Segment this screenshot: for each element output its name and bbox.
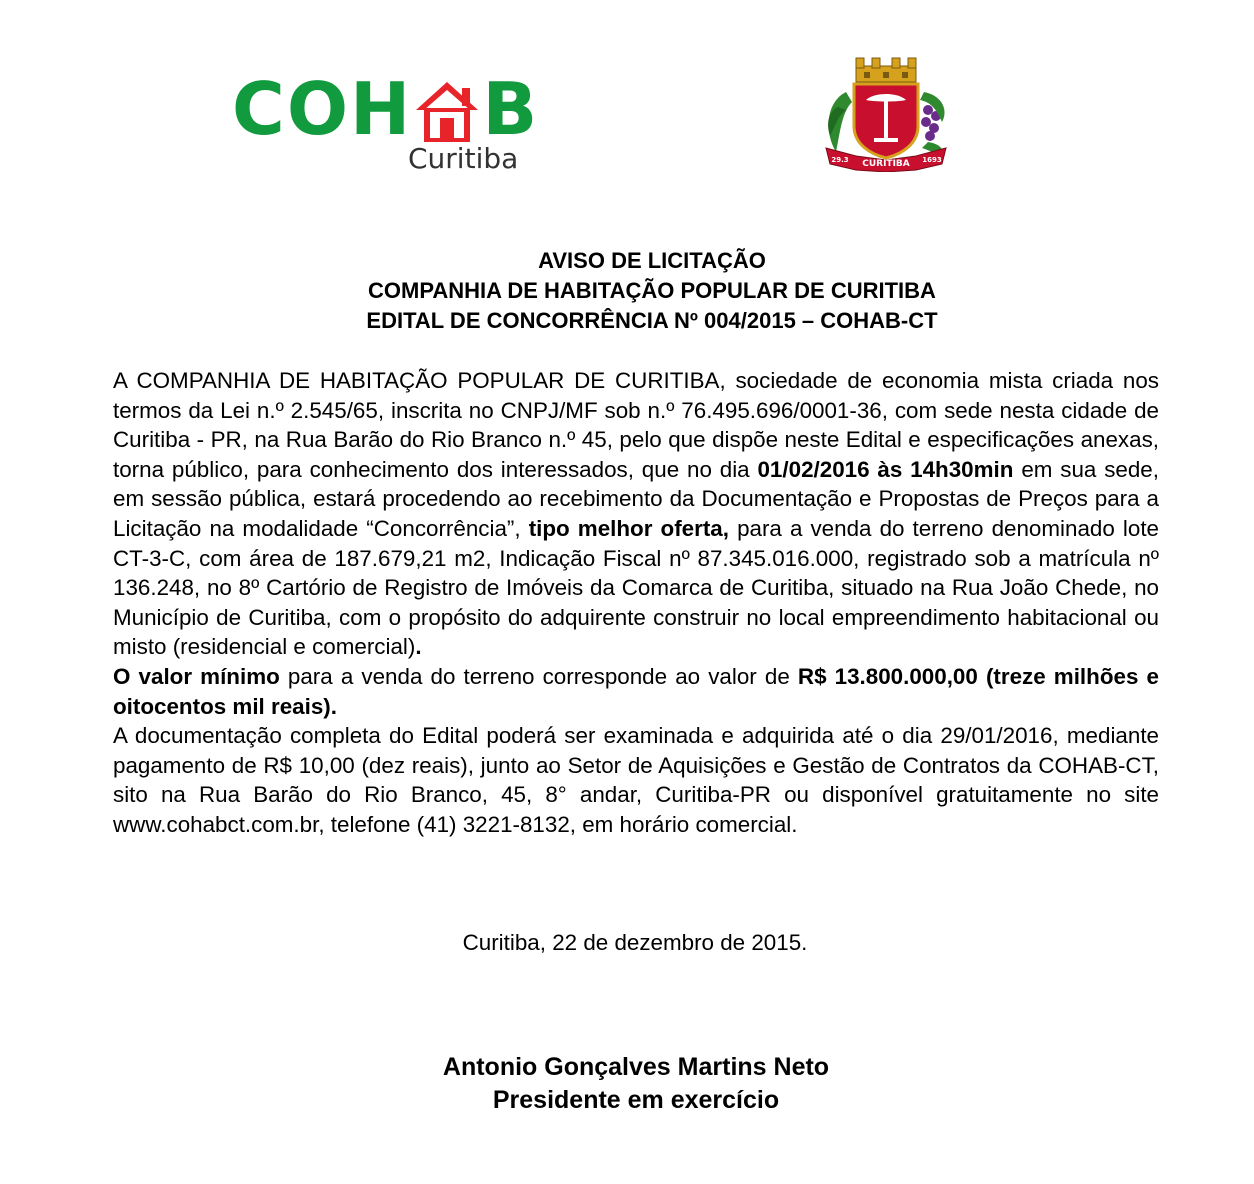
cohab-word-left: COH <box>232 67 413 151</box>
house-icon <box>414 78 480 144</box>
crest-year-right: 1693 <box>922 156 942 164</box>
signatory-name: Antonio Gonçalves Martins Neto <box>442 1053 830 1081</box>
paragraph-minimum-value <box>113 662 1159 721</box>
offer-type: tipo melhor oferta, <box>528 515 729 541</box>
cohab-wordmark <box>232 67 540 151</box>
paragraph-main-text1: A COMPANHIA DE HABITAÇÃO POPULAR DE CURITIBA, sociedade de economia mista criada nos termos da Lei n.º 2.545/65, inscrita no CNPJ/MF sob n.º 76.495.696/0001-36, com sede nesta cidade de Curitiba - PR, na Rua Barão do Rio Branco n.º 45, pelo que dispõe neste Edital e especificações anexas, torna público, para conhecimento dos interessados, que no dia <box>113 368 1159 482</box>
curitiba-coat-of-arms <box>816 52 956 172</box>
cohab-subtitle: Curitiba <box>408 142 519 175</box>
cohab-logo <box>232 66 540 176</box>
crest-city-text: CURITIBA <box>862 159 910 169</box>
edital-heading: EDITAL DE CONCORRÊNCIA Nº 004/2015 – COHAB-CT <box>366 308 938 333</box>
paragraph-main-text2: em sua sede, em sessão pública, estará procedendo ao recebimento da Documentação e Propostas de Preços para a Licitação na modalidade “Concorrência”, <box>113 456 1159 541</box>
crest-year-left: 29.3 <box>831 156 849 164</box>
signature-block <box>0 1051 1254 1117</box>
notice-body <box>113 366 1159 840</box>
minimum-value-text: para a venda do terreno corresponde ao valor de <box>287 663 790 689</box>
minimum-value-amount: R$ 13.800.000,00 (treze milhões e oitocentos mil reais). <box>113 663 1159 719</box>
paragraph-main <box>113 366 1159 662</box>
date-line: Curitiba, 22 de dezembro de 2015. <box>462 930 808 955</box>
signatory-title: Presidente em exercício <box>492 1086 780 1114</box>
session-datetime: 01/02/2016 às 14h30min <box>757 456 1014 482</box>
notice-headings <box>0 246 1254 336</box>
notice-title: AVISO DE LICITAÇÃO <box>538 248 766 273</box>
minimum-value-label: O valor mínimo <box>113 663 280 689</box>
cohab-word-right: B <box>482 67 540 151</box>
company-name-heading: COMPANHIA DE HABITAÇÃO POPULAR DE CURITIBA <box>368 278 936 303</box>
paragraph-documentation: A documentação completa do Edital poderá ser examinada e adquirida até o dia 29/01/2016, mediante pagamento de R$ 10,00 (dez reais), junto ao Setor de Aquisições e Gestão de Contratos da COHAB-CT, sito na Rua Barão do Rio Branco, 45, 8° andar, Curitiba-PR ou disponível gratuitamente no site www.cohabct.com.br, telefone (41) 3221-8132, em horário comercial. <box>113 723 1159 837</box>
paragraph-main-text3: para a venda do terreno denominado lote CT-3-C, com área de 187.679,21 m2, Indicação Fiscal nº 87.345.016.000, registrado sob a matrícula nº 136.248, no 8º Cartório de Registro de Imóveis da Comarca de Curitiba, situado na Rua João Chede, no Município de Curitiba, com o propósito do adquirente construir no local empreendimento habitacional ou misto (residencial e comercial) <box>113 515 1160 660</box>
paragraph-main-period: . <box>415 634 422 660</box>
